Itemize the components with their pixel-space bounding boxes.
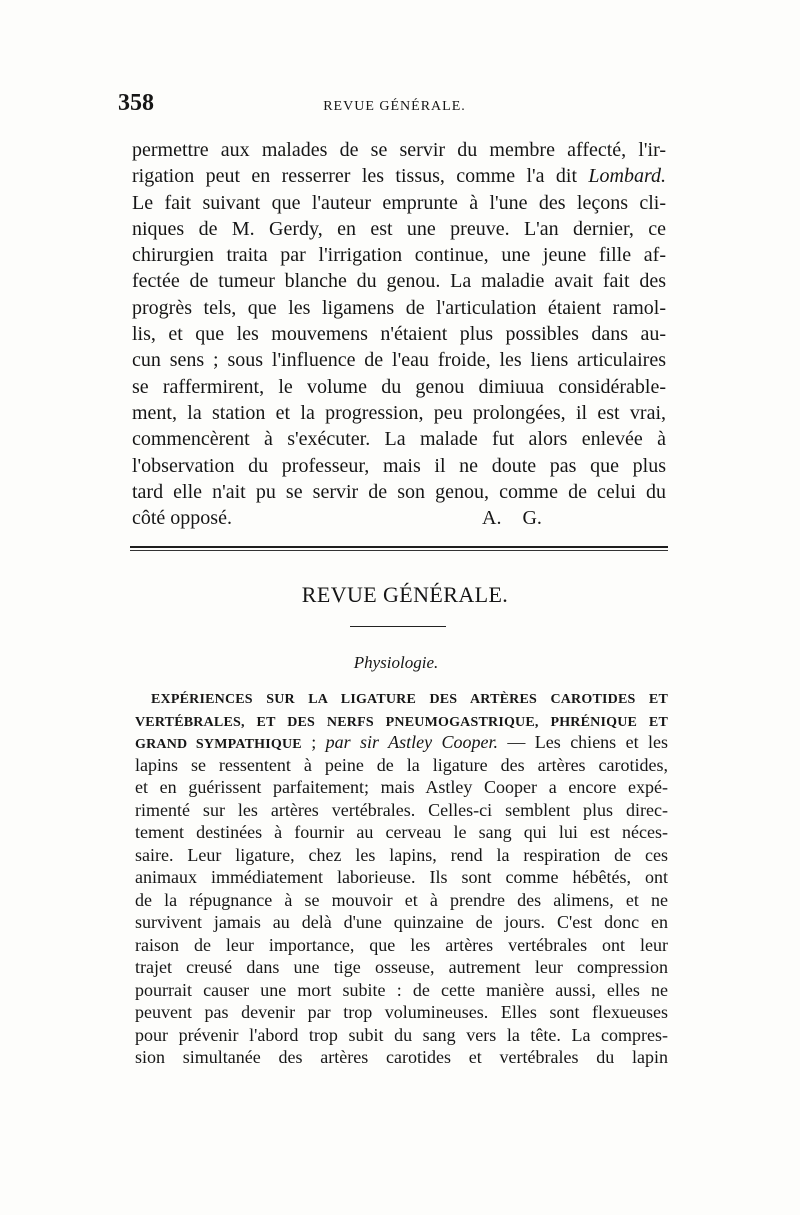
text-line: animaux immédiatement laborieuse. Ils sont comme hébêtés, ont — [135, 867, 668, 887]
text-line: trajet creusé dans une tige osseuse, autrement leur compression — [135, 957, 668, 977]
short-rule-divider — [350, 626, 446, 627]
text-line: de la répugnance à se mouvoir et à prendre des alimens, et ne — [135, 889, 668, 910]
continued-paragraph — [132, 137, 666, 531]
cited-author: Lombard. — [588, 165, 666, 188]
text-line: cun sens ; sous l'influence de l'eau froide, les liens articulaires — [132, 349, 666, 372]
section-subtitle: Physiologie. — [353, 653, 439, 672]
text-line: chirurgien traita par l'irrigation continue, une jeune fille af- — [132, 244, 666, 267]
article-title-line — [135, 686, 668, 709]
text-line: permettre aux malades de se servir du membre affecté, l'ir- — [132, 139, 666, 161]
article-title-text: VERTÉBRALES, ET DES NERFS PNEUMOGASTRIQUE, PHRÉNIQUE ET — [135, 714, 668, 730]
text-line: tement destinées à fournir au cerveau le sang qui lui est néces- — [135, 822, 668, 842]
article-title-line — [135, 731, 668, 754]
text-line: raison de leur importance, que les artères vertébrales ont leur — [135, 934, 668, 955]
author-signature: A. G. — [482, 507, 542, 530]
page-number: 358 — [118, 90, 154, 116]
text-line: saire. Leur ligature, chez les lapins, rend la respiration de ces — [135, 844, 668, 865]
article-title-line — [135, 709, 668, 732]
text-line: peuvent pas devenir par trop volumineuses. Elles sont flexueuses — [135, 1002, 668, 1022]
article-title-text: GRAND SYMPATHIQUE — [135, 737, 302, 752]
section-title: REVUE GÉNÉRALE. — [301, 582, 509, 607]
title-separator: ; — [301, 732, 326, 752]
article-title-text: EXPÉRIENCES SUR LA LIGATURE DES ARTÈRES CAROTIDES ET — [151, 692, 668, 707]
text-line: fectée de tumeur blanche du genou. La maladie avait fait des — [132, 270, 666, 293]
text-line: lapins se ressentent à peine de la ligature des artères carotides, — [135, 754, 668, 775]
text-line — [132, 505, 666, 531]
text-line: lis, et que les mouvemens n'étaient plus possibles dans au- — [132, 323, 666, 346]
text-line: commencèrent à s'exécuter. La malade fut alors enlevée à — [132, 428, 666, 451]
article-byline: par sir Astley Cooper. — [325, 732, 499, 752]
text-line: niques de M. Gerdy, en est une preuve. L'an dernier, ce — [132, 217, 666, 240]
article-lead-in: — Les chiens et les — [498, 732, 668, 752]
text-line: tard elle n'ait pu se servir de son genou, comme de celui du — [132, 480, 666, 503]
text-line: ment, la station et la progression, peu prolongées, il est vrai, — [132, 401, 666, 424]
text-line: et en guérissent parfaitement; mais Astley Cooper a encore expé- — [135, 777, 668, 797]
text-line: pourrait causer une mort subite : de cette manière aussi, elles ne — [135, 979, 668, 1000]
text-line: se raffermirent, le volume du genou dimiuua considérable- — [132, 375, 666, 398]
double-rule-divider — [130, 546, 668, 551]
text-line: rimenté sur les artères vertébrales. Celles-ci semblent plus direc- — [135, 799, 668, 820]
text-line: l'observation du professeur, mais il ne doute pas que plus — [132, 454, 666, 477]
text-line: sion simultanée des artères carotides et vertébrales du lapin — [135, 1047, 668, 1067]
text-line: survivent jamais au delà d'une quinzaine de jours. C'est donc en — [135, 912, 668, 932]
text-segment: rigation peut en resserrer les tissus, comme l'a dit — [132, 165, 589, 188]
article — [135, 686, 668, 1069]
running-title: REVUE GÉNÉRALE. — [323, 99, 466, 114]
text-line: progrès tels, que les ligamens de l'articulation étaient ramol- — [132, 296, 666, 319]
text-line: pour prévenir l'abord trop subit du sang vers la tête. La compres- — [135, 1024, 668, 1045]
text-segment: côté opposé. — [132, 507, 232, 530]
text-line: Le fait suivant que l'auteur emprunte à l'une des leçons cli- — [132, 191, 666, 214]
text-line — [132, 163, 666, 189]
